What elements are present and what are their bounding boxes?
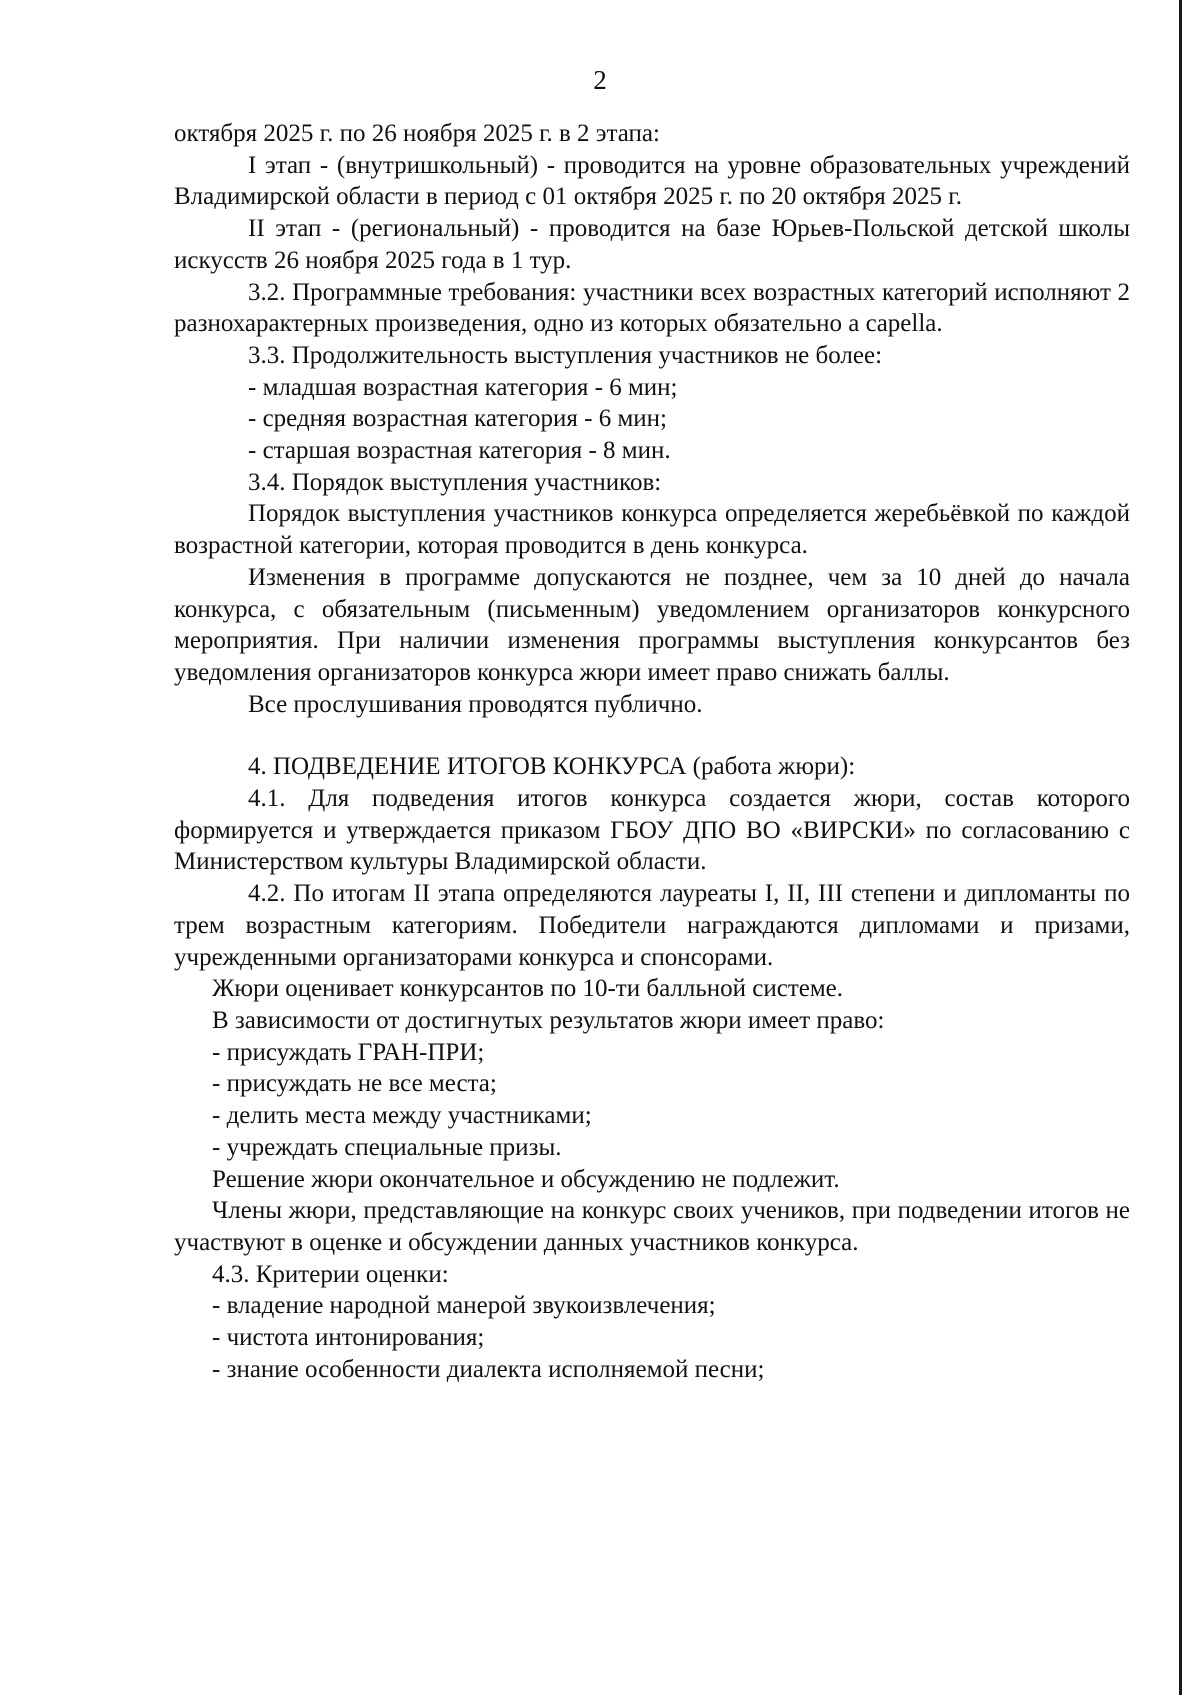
paragraph: Порядок выступления участников конкурса определяется жеребьёвкой по каждой возрастной категории, которая проводится в день конкурса.: [174, 500, 1130, 560]
paragraph: 3.4. Порядок выступления участников:: [248, 468, 662, 496]
paragraph: Жюри оценивает конкурсантов по 10-ти балльной системе.: [212, 975, 844, 1003]
paragraph: 4.3. Критерии оценки:: [212, 1260, 449, 1288]
list-item: - знание особенности диалекта исполняемой песни;: [212, 1355, 765, 1383]
paragraph: 3.3. Продолжительность выступления участников не более:: [248, 341, 883, 369]
section-heading: 4. ПОДВЕДЕНИЕ ИТОГОВ КОНКУРСА (работа жюри):: [248, 753, 856, 781]
page-number: 2: [593, 65, 607, 95]
paragraph: 4.1. Для подведения итогов конкурса создается жюри, состав которого формируется и утверждается приказом ГБОУ ДПО ВО «ВИРСКИ» по согласованию с Министерством культуры Владимирской области.: [174, 785, 1130, 876]
list-item: - чистота интонирования;: [212, 1324, 485, 1352]
paragraph: 4.2. По итогам II этапа определяются лауреаты I, II, III степени и дипломанты по трем возрастным категориям. Победители награждаются дипломами и призами, учрежденными организаторами конкурса и спонсорами.: [174, 880, 1130, 971]
list-item: - присуждать ГРАН-ПРИ;: [212, 1038, 485, 1066]
page-edge-line: [1179, 0, 1182, 1695]
paragraph: октября 2025 г. по 26 ноября 2025 г. в 2 этапа:: [174, 120, 660, 147]
paragraph: Члены жюри, представляющие на конкурс своих учеников, при подведении итогов не участвуют в оценке и обсуждении данных участников конкурса.: [174, 1197, 1130, 1256]
list-item: - средняя возрастная категория - 6 мин;: [248, 405, 667, 433]
list-item: - делить места между участниками;: [212, 1102, 592, 1130]
list-item: - присуждать не все места;: [212, 1070, 497, 1098]
paragraph: 3.2. Программные требования: участники всех возрастных категорий исполняют 2 разнохарактерных произведения, одно из которых обязательно a capella.: [174, 278, 1130, 338]
paragraph: Изменения в программе допускаются не позднее, чем за 10 дней до начала конкурса, с обязательным (письменным) уведомлением организаторов конкурсного мероприятия. При наличии изменения программы выступления конкурсантов без уведомления организаторов конкурса жюри имеет право снижать баллы.: [174, 563, 1130, 686]
paragraph: Решение жюри окончательное и обсуждению не подлежит.: [212, 1165, 840, 1193]
list-item: - владение народной манерой звукоизвлечения;: [212, 1292, 716, 1320]
paragraph: I этап - (внутришкольный) - проводится на уровне образовательных учреждений Владимирской области в период с 01 октября 2025 г. по 20 октября 2025 г.: [174, 151, 1130, 211]
list-item: - учреждать специальные призы.: [212, 1133, 562, 1161]
paragraph: Все прослушивания проводятся публично.: [248, 690, 703, 718]
paragraph: II этап - (региональный) - проводится на базе Юрьев-Польской детской школы искусств 26 ноября 2025 года в 1 тур.: [174, 215, 1130, 274]
list-item: - младшая возрастная категория - 6 мин;: [248, 373, 678, 401]
list-item: - старшая возрастная категория - 8 мин.: [248, 437, 671, 465]
document-body: [174, 118, 1130, 1385]
paragraph: В зависимости от достигнутых результатов жюри имеет право:: [212, 1006, 885, 1034]
